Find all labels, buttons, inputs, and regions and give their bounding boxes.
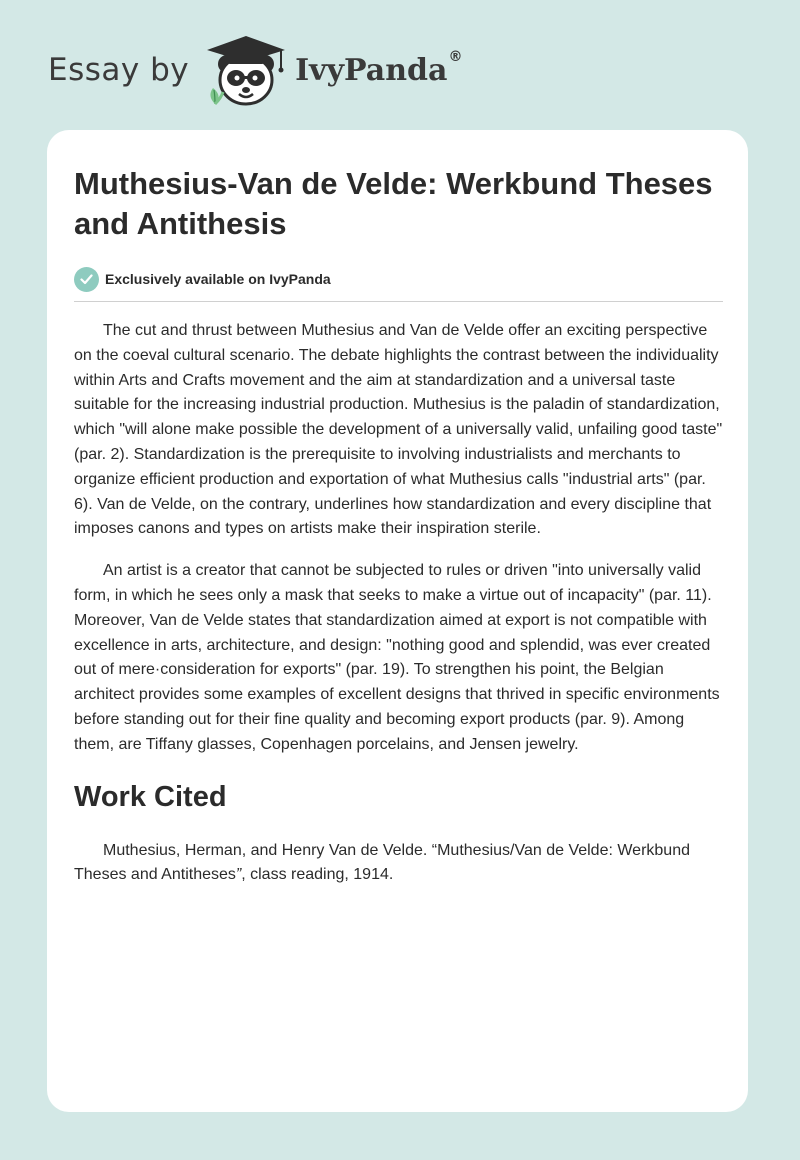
citation-main: Muthesius, Herman, and Henry Van de Velde. “Muthesius/Van de Velde: Werkbund Theses and Antitheses bbox=[74, 841, 690, 884]
divider bbox=[74, 301, 723, 302]
brand-text: IvyPanda bbox=[295, 52, 448, 88]
registered-mark: ® bbox=[448, 48, 463, 65]
citation-tail: , class reading, 1914. bbox=[241, 866, 394, 884]
exclusive-badge bbox=[74, 266, 723, 292]
essay-content bbox=[74, 164, 723, 888]
check-icon bbox=[74, 267, 99, 292]
body-paragraph-2: An artist is a creator that cannot be subjected to rules or driven "into universally valid form, in which he sees only a mask that seeks to make a virtue out of incapacity" (par. 11). Moreover, Van de Velde states that standardization aimed at export is not compatible with excellence in arts, architecture, and design: "nothing good and splendid, was ever created out of mere·consideration for exports" (par. 19). To strengthen his point, the Belgian architect provides some examples of excellent designs that thrived in specific environments before standing out for their fine quality and becoming export products (par. 9). Among them, are Tiffany glasses, Copenhagen porcelains, and Jensen jewelry. bbox=[74, 562, 720, 753]
brand-name[interactable] bbox=[295, 48, 463, 88]
citation bbox=[74, 839, 723, 889]
body-paragraph-1: The cut and thrust between Muthesius and Van de Velde offer an exciting perspective on the coeval cultural scenario. The debate highlights the contrast between the individuality within Arts and Crafts movement and the aim at standardization and a universal taste suitable for the increasing industrial production. Muthesius is the paladin of standardization, which "will alone make possible the development of a universally valid, unfailing good taste" (par. 2). Standardization is the prerequisite to involving industrialists and merchants to organize efficient production and exportation of what Muthesius calls "industrial arts" (par. 6). Van de Velde, on the contrary, underlines how standardization and every discipline that imposes canons and types on artists make their inspiration sterile. bbox=[74, 322, 723, 538]
site-header bbox=[48, 30, 462, 110]
essay-by-label: Essay by bbox=[48, 52, 190, 88]
panda-logo-icon[interactable] bbox=[203, 30, 289, 110]
exclusive-label: Exclusively available on IvyPanda bbox=[105, 271, 331, 287]
works-cited-heading: Work Cited bbox=[74, 780, 227, 813]
essay-title: Muthesius-Van de Velde: Werkbund Theses and Antithesis bbox=[74, 166, 713, 241]
citation-quote: ” bbox=[235, 866, 242, 884]
essay-card bbox=[47, 130, 748, 1112]
